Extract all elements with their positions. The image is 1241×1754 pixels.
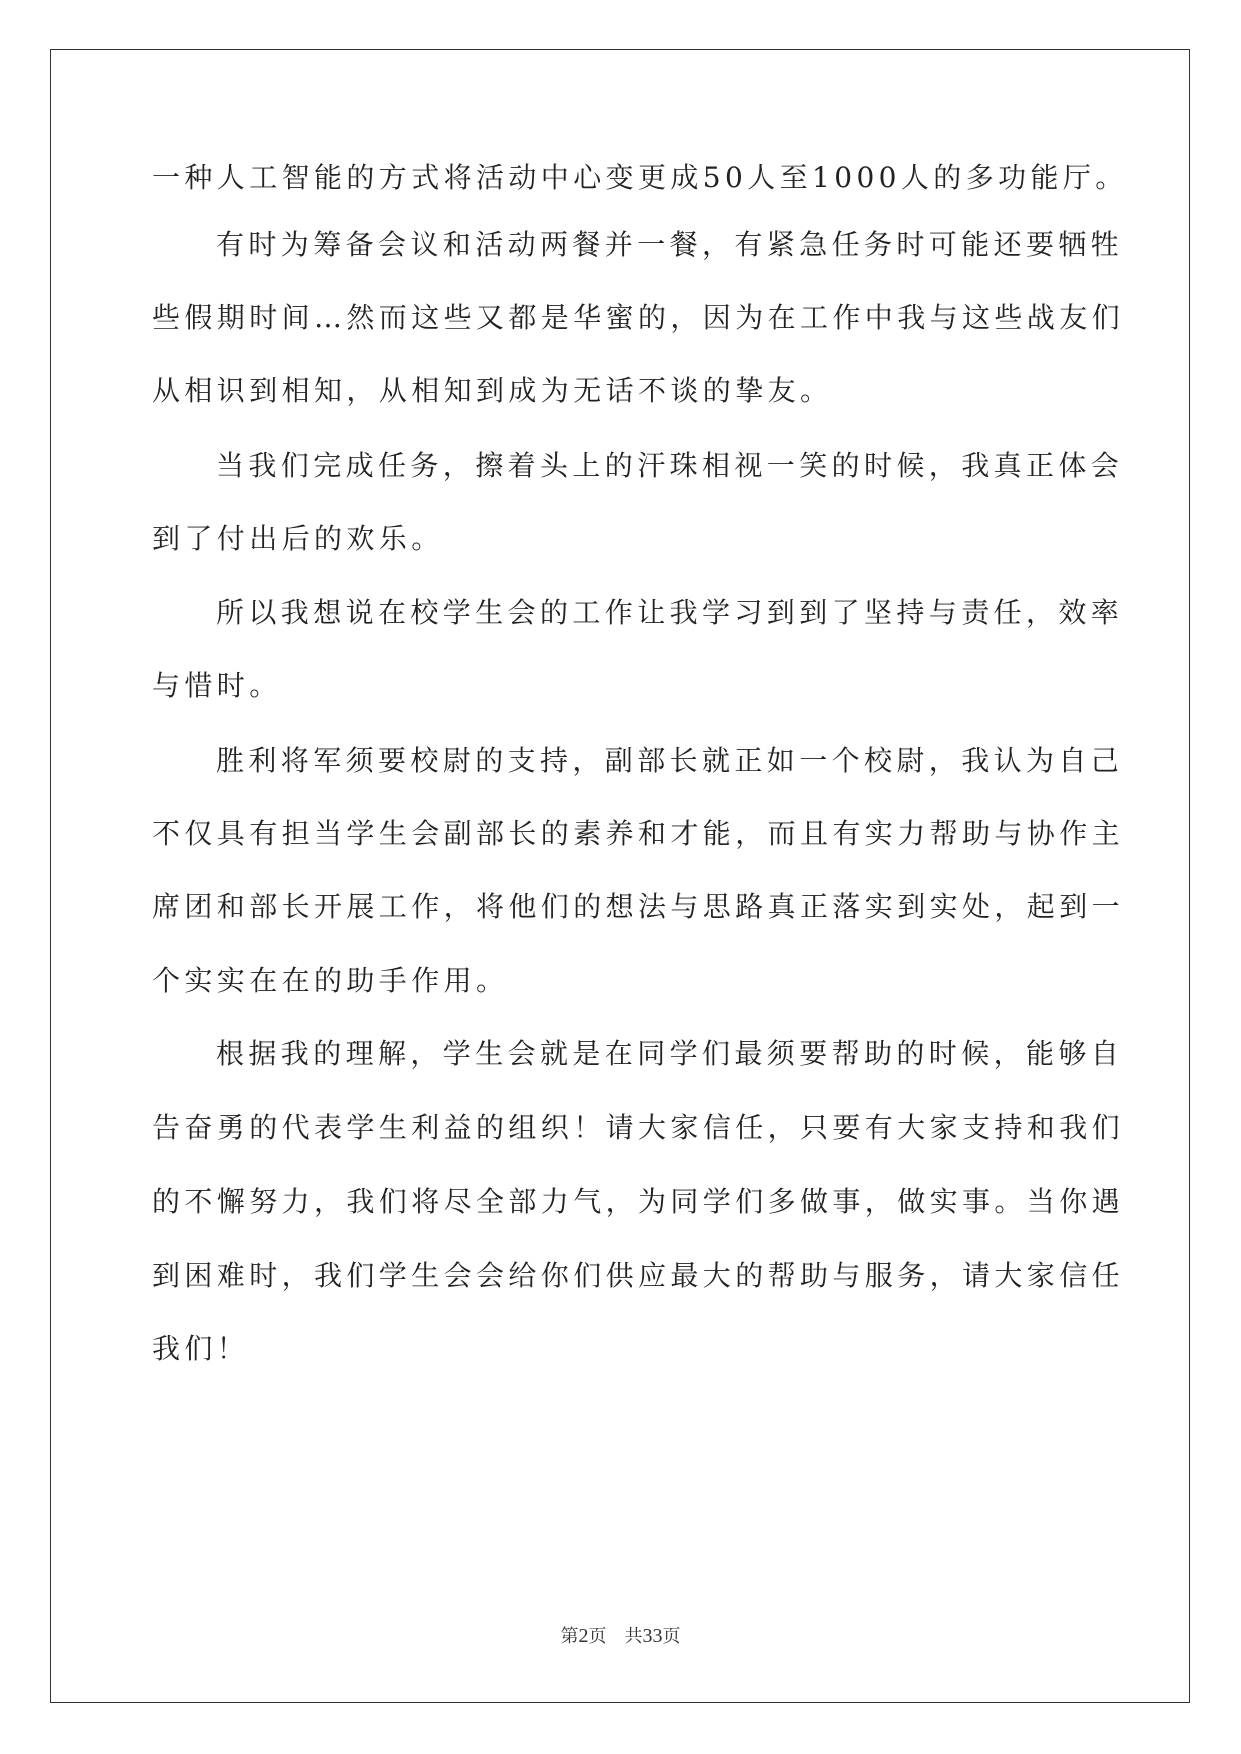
- text-line: 些假期时间…然而这些又都是华蜜的，因为在工作中我与这些战友们: [152, 301, 1125, 334]
- paragraph-start-line: 有时为筹备会议和活动两餐并一餐，有紧急任务时可能还要牺牲: [216, 228, 1124, 261]
- paragraph-start-line: 根据我的理解，学生会就是在同学们最须要帮助的时候，能够自: [216, 1037, 1124, 1070]
- text-line: 的不懈努力，我们将尽全部力气，为同学们多做事，做实事。当你遇: [152, 1185, 1125, 1218]
- paragraph-start-line: 胜利将军须要校尉的支持，副部长就正如一个校尉，我认为自己: [216, 744, 1124, 777]
- page-prefix: 第: [560, 1626, 579, 1647]
- page-suffix: 页: [588, 1626, 607, 1647]
- text-line: 与惜时。: [152, 669, 282, 702]
- text-line: 席团和部长开展工作，将他们的想法与思路真正落实到实处，起到一: [152, 890, 1125, 923]
- text-line: 从相识到相知，从相知到成为无话不谈的挚友。: [152, 374, 833, 407]
- total-suffix: 页: [662, 1626, 681, 1647]
- total-pages: 33: [642, 1625, 663, 1647]
- paragraph-start-line: 所以我想说在校学生会的工作让我学习到到了坚持与责任，效率: [216, 596, 1124, 629]
- text-line: 个实实在在的助手作用。: [152, 964, 509, 997]
- text-line: 不仅具有担当学生会副部长的素养和才能，而且有实力帮助与协作主: [152, 817, 1125, 850]
- page-footer: [0, 1622, 1241, 1648]
- text-line: 到困难时，我们学生会会给你们供应最大的帮助与服务，请大家信任: [152, 1259, 1125, 1292]
- total-prefix: 共: [624, 1626, 643, 1647]
- text-line: 告奋勇的代表学生利益的组织！请大家信任，只要有大家支持和我们: [152, 1111, 1125, 1144]
- page-number: 2: [578, 1625, 589, 1647]
- text-line: 到了付出后的欢乐。: [152, 522, 444, 555]
- text-line: 我们！: [152, 1332, 250, 1365]
- paragraph-start-line: 当我们完成任务，擦着头上的汗珠相视一笑的时候，我真正体会: [216, 449, 1124, 482]
- text-line: 一种人工智能的方式将活动中心变更成50人至1000人的多功能厅。: [152, 161, 1128, 194]
